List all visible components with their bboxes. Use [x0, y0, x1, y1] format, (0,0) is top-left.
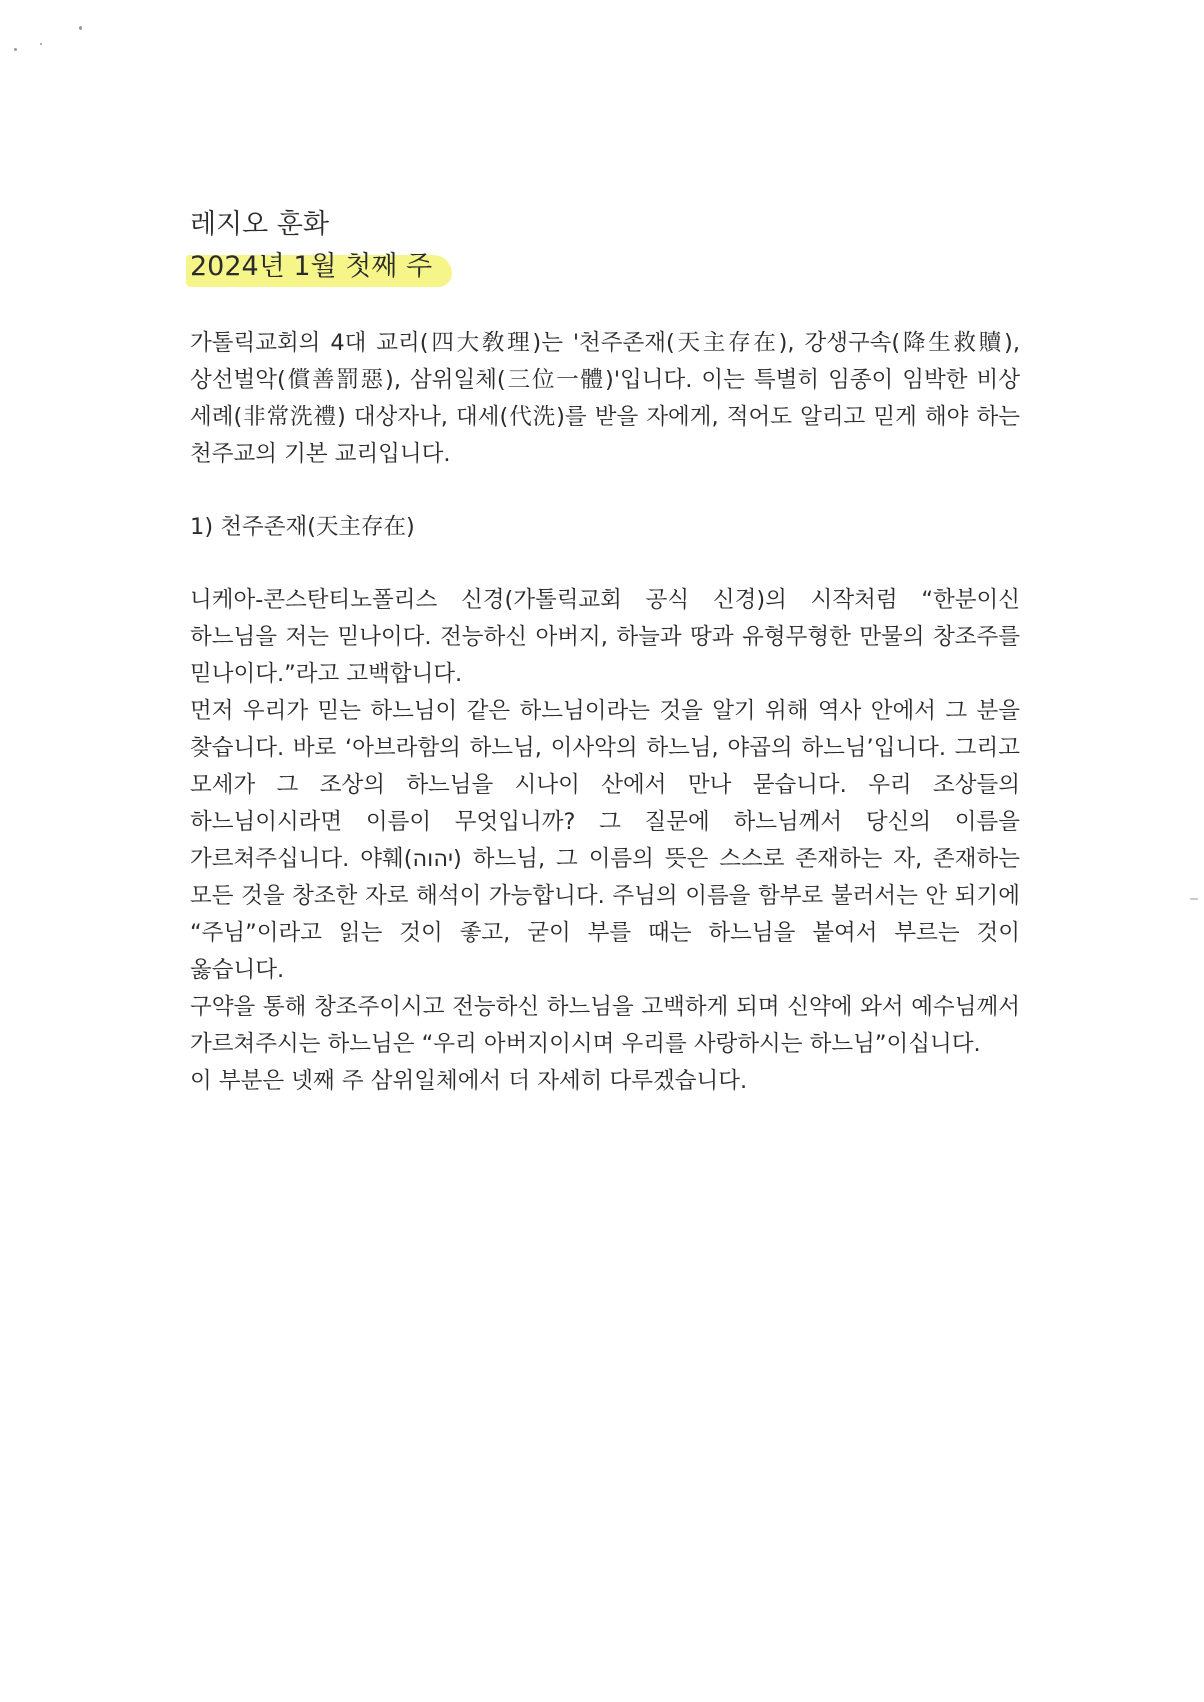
section-body — [190, 582, 1020, 1100]
scan-speck — [79, 26, 82, 30]
body-paragraph: 이 부분은 넷째 주 삼위일체에서 더 자세히 다루겠습니다. — [190, 1068, 748, 1094]
scan-speck — [14, 48, 17, 51]
scan-speck — [40, 43, 42, 45]
body-paragraph: 구약을 통해 창조주이시고 전능하신 하느님을 고백하게 되며 신약에 와서 예수님께서 가르쳐주시는 하느님은 “우리 아버지이시며 우리를 사랑하시는 하느님”이십니다. — [190, 994, 1020, 1057]
subtitle-text: 2024년 1월 첫째 주 — [190, 251, 433, 282]
body-paragraph: 먼저 우리가 믿는 하느님이 같은 하느님이라는 것을 알기 위해 역사 안에서 그 분을 찾습니다. 바로 ‘아브라함의 하느님, 이사악의 하느님, 야곱의 하느님’입니다. 그리고 모세가 그 조상의 하느님을 시나이 산에서 만나 묻습니다. 우리 조상들의 하느님이시라면 이름이 무엇입니까? 그 질문에 하느님께서 당신의 이름을 가르쳐주십니다. 야훼(יהוה) 하느님, 그 이름의 뜻은 스스로 존재하는 자, 존재하는 모든 것을 창조한 자로 해석이 가능합니다. 주님의 이름을 함부로 불러서는 안 되기에 “주님”이라고 읽는 것이 좋고, 굳이 부를 때는 하느님을 붙여서 부르는 것이 옳습니다. — [190, 698, 1020, 983]
document-subtitle — [190, 247, 452, 287]
section-heading: 1) 천주존재(天主存在) — [190, 514, 415, 540]
document-content — [190, 205, 1020, 1100]
body-paragraph: 니케아-콘스탄티노폴리스 신경(가톨릭교회 공식 신경)의 시작처럼 “한분이신 하느님을 저는 믿나이다. 전능하신 아버지, 하늘과 땅과 유형무형한 만물의 창조주를 믿나이다.”라고 고백합니다. — [190, 587, 1020, 687]
document-title: 레지오 훈화 — [190, 209, 329, 240]
intro-paragraph: 가톨릭교회의 4대 교리(四大敎理)는 '천주존재(天主存在), 강생구속(降生救贖), 상선벌악(償善罰惡), 삼위일체(三位一體)'입니다. 이는 특별히 임종이 임박한 비상 세례(非常洗禮) 대상자나, 대세(代洗)를 받을 자에게, 적어도 알리고 믿게 해야 하는 천주교의 기본 교리입니다. — [190, 330, 1020, 467]
scan-speck — [1190, 898, 1198, 900]
